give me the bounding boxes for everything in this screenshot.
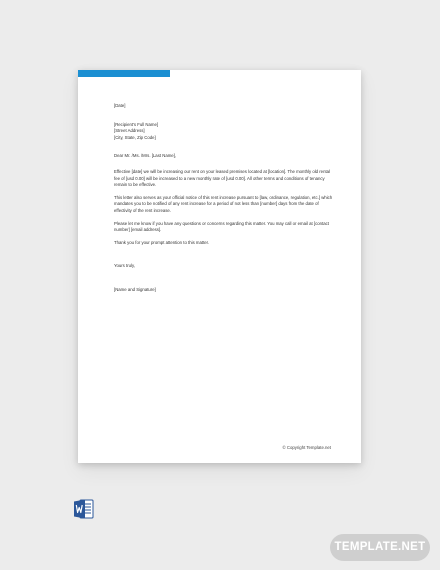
word-icon <box>74 498 94 520</box>
signature-line: [Name and Signature] <box>114 286 156 292</box>
paragraph-official-notice: This letter also serves as your official notice of this rent increase pursuant to [law, ordinance, regulation, etc.] which mandates you to be notified of any rent increase for a period of not less than [number] days from the date of effectivity of the rent increase. <box>114 194 333 213</box>
paragraph-contact: Please let me know if you have any questions or concerns regarding this matter. You may call or email at [contact number] [email address]. <box>114 220 329 233</box>
street-address: [Street Address] <box>114 128 145 134</box>
copyright-notice: © Copyright Template.net <box>282 445 331 450</box>
letter-date: [Date] <box>114 103 126 108</box>
salutation: Dear Mr. /Ms. /Mrs. [Last Name], <box>114 153 177 159</box>
closing: Yours truly, <box>114 263 136 269</box>
city-state-zip: [City, State, Zip Code] <box>114 134 156 140</box>
recipient-name: [Recipient's Full Name] <box>114 121 159 127</box>
paragraph-thanks: Thank you for your prompt attention to this matter. <box>114 239 210 245</box>
template-net-badge[interactable]: TEMPLATE.NET <box>330 534 430 561</box>
accent-bar <box>78 70 170 77</box>
paragraph-rent-increase: Effective [date] we will be increasing our rent on your leased premises located at [location]. The monthly old rental fee of [usd 0.00] will be increased to a new monthly rate of [usd 0.00]. All other terms and conditions of tenancy remain to be effective. <box>114 168 330 188</box>
letter-body <box>114 103 336 294</box>
letter-document <box>78 70 361 463</box>
